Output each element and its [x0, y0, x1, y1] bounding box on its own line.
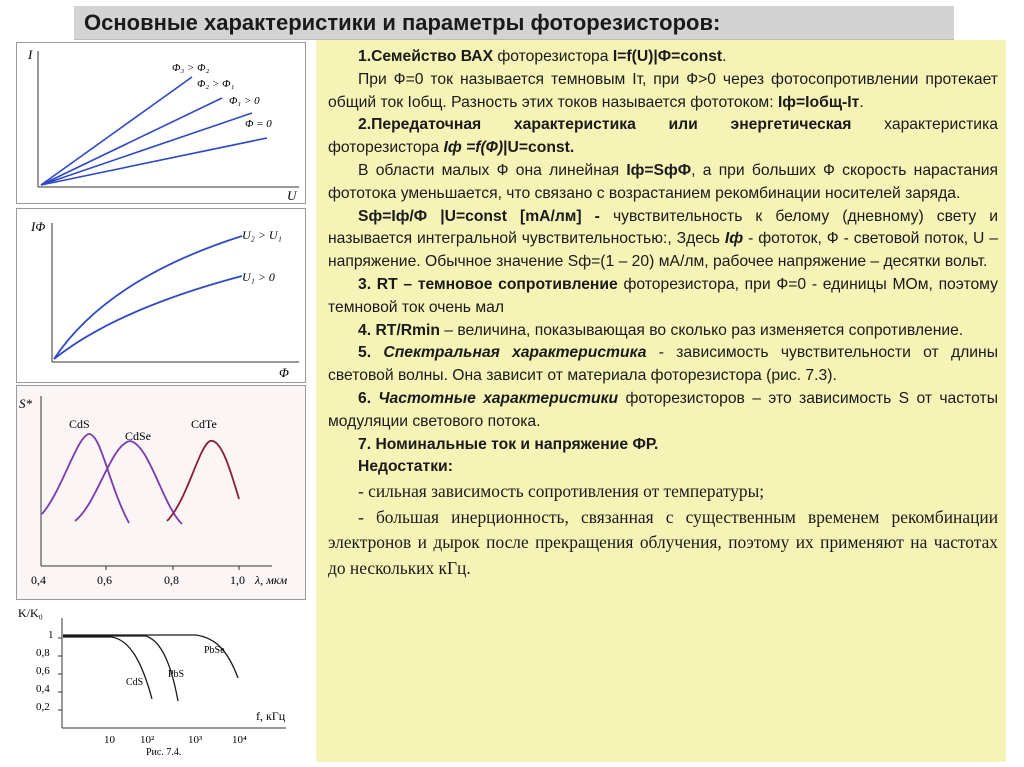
- section-2: [328, 114, 998, 160]
- fig4-x-label: f, кГц: [256, 709, 286, 723]
- page-title: Основные характеристики и параметры фоторезисторов:: [84, 10, 721, 35]
- s1-para-text: При Ф=0 ток называется темновым Iт, при Ф>0 через фотосопротивлении протекает общий ток Iобщ. Разность этих токов называется фототоком:: [328, 70, 998, 111]
- sens-text-a: чувствительность к белому (дневному) свету и называется интегральной чувствительностью:: [328, 207, 998, 248]
- figure-transfer: [16, 208, 306, 383]
- fig4-xtick-10: 10: [104, 734, 115, 746]
- fig3-tick-04: 0,4: [31, 573, 46, 587]
- title-bar: [74, 6, 954, 40]
- fig4-xtick-10000: 10⁴: [232, 734, 247, 746]
- fig4-ytick-04: 0,4: [36, 683, 50, 695]
- s1-heading: 1.Семейство ВАХ: [358, 48, 494, 65]
- section-6: [328, 388, 998, 434]
- fig3-y-label: S*: [19, 396, 32, 411]
- fig3-tick-06: 0,6: [97, 573, 112, 587]
- s3-text: фоторезистора, при Ф=0 - единицы МОм, поэтому темновой ток очень мал: [328, 275, 998, 316]
- disadvantage-2: - большая инерционность, связанная с существенным временем рекомбинации электронов и дырок после прекращения облучения, поэтому их применяют на частотах до нескольких кГц.: [328, 506, 998, 578]
- s6-heading: Частотные характеристики: [378, 389, 619, 407]
- s6-num: 6.: [358, 389, 379, 407]
- figure-frequency: [16, 603, 306, 761]
- fig3-curve-cdse-left: [75, 441, 182, 524]
- fig3-label-cds: CdS: [69, 417, 90, 431]
- s2-linear-formula: Iф=SфФ: [626, 161, 692, 179]
- section-2-para: [328, 160, 998, 206]
- fig3-tick-08: 0,8: [164, 573, 179, 587]
- fig2-y-label: IΦ: [31, 219, 46, 234]
- text-panel: [316, 40, 1006, 762]
- fig2-curve-u2: [54, 236, 242, 359]
- fig4-xtick-1000: 10³: [188, 734, 203, 746]
- s1-para-end: .: [859, 93, 864, 111]
- s5-num: 5.: [358, 344, 384, 362]
- s2-formula: Iф =f(Ф): [443, 139, 504, 157]
- section-1-para: [328, 69, 998, 115]
- s1-photocurrent-formula: Iф=Iобщ-Iт: [777, 93, 860, 111]
- fig4-curve-pbse: [63, 635, 238, 678]
- sens-formula: Sф=Iф/Ф |U=const [mA/лм] -: [358, 207, 600, 225]
- s1-end: .: [722, 48, 727, 65]
- fig4-ytick-06: 0,6: [36, 665, 50, 677]
- s4-text: – величина, показывающая во сколько раз изменяется сопротивление.: [439, 321, 964, 339]
- s1-mid: фоторезистора: [493, 48, 613, 65]
- fig4-label-cds: CdS: [126, 677, 144, 688]
- section-4: [328, 320, 998, 343]
- s2-end: |U=const.: [503, 139, 575, 157]
- section-7: 7. Номинальные ток и напряжение ФР.: [358, 435, 659, 453]
- s5-text: - зависимость чувствительности от длины световой волны. Она зависит от материала фоторезистора (рис. 7.3).: [328, 344, 998, 385]
- disadvantages-heading: Недостатки:: [358, 458, 453, 476]
- section-5: [328, 342, 998, 388]
- fig4-xtick-100: 10²: [140, 734, 155, 746]
- fig3-curve-cdte: [167, 441, 239, 521]
- fig2-label-u2: U₂ > U₁: [242, 228, 282, 242]
- fig1-y-label: I: [28, 47, 33, 62]
- s1-formula: I=f(U)|Ф=const: [612, 48, 723, 65]
- section-1: [328, 46, 998, 69]
- sens-text-b: , Здесь: [667, 230, 725, 248]
- s4-heading: 4. RT/Rmin: [358, 321, 440, 339]
- fig1-label-phi0: Φ = 0: [245, 118, 272, 130]
- fig3-tick-10: 1,0: [230, 573, 245, 587]
- section-3: [328, 274, 998, 320]
- disadvantage-1: - сильная зависимость сопротивления от температуры;: [358, 481, 765, 502]
- sens-text-c: - фототок, Ф - световой поток, U –напряжение. Обычное значение Sф=(1 – 20) мА/лм, рабочее напряжение – десятки вольт.: [328, 230, 998, 271]
- sens-if: Iф: [724, 230, 744, 248]
- figure-spectral: [16, 385, 306, 600]
- fig4-ytick-1: 1: [48, 629, 54, 641]
- text-body: [328, 46, 998, 581]
- s2-heading: 2.Передаточная характеристика или энергетическая: [358, 116, 852, 134]
- fig1-x-label: U: [287, 188, 297, 203]
- section-sensitivity: [328, 206, 998, 274]
- fig4-ytick-08: 0,8: [36, 647, 50, 659]
- fig1-label-phi3: Φ₃ > Φ₂: [172, 62, 210, 74]
- fig4-curve-pbs: [63, 636, 178, 701]
- fig1-curve-phi1: [41, 113, 252, 185]
- fig3-label-cdse: CdSe: [125, 429, 152, 443]
- s2-mid: характеристика фоторезистора: [328, 116, 998, 157]
- s2-para-b: , а при больших Ф скорость нарастания фототока уменьшается, что связано с возрастанием рекомбинации носителей заряда.: [328, 161, 999, 202]
- fig2-x-label: Φ: [279, 365, 289, 380]
- figure-iv-family: [16, 42, 306, 204]
- fig1-curve-phi2: [41, 98, 222, 185]
- fig4-y-label: K/K₀: [18, 606, 43, 620]
- fig3-x-label: λ, мкм: [255, 573, 288, 587]
- s5-heading: Спектральная характеристика: [383, 344, 647, 362]
- fig2-label-u1: U₁ > 0: [242, 270, 275, 284]
- fig4-caption: Рис. 7.4.: [146, 747, 182, 758]
- fig4-label-pbs: PbS: [168, 669, 185, 680]
- fig1-label-phi2: Φ₂ > Φ₁: [197, 78, 235, 90]
- fig4-ytick-02: 0,2: [36, 701, 50, 713]
- s6-text: фоторезисторов – это зависимость S от частоты модуляции светового потока.: [328, 389, 998, 430]
- fig4-curve-cds: [63, 637, 152, 699]
- s2-para-a: В области малых Ф она линейная: [358, 161, 627, 179]
- fig1-label-phi1: Φ₁ > 0: [229, 95, 260, 107]
- fig4-label-pbse: PbSe: [204, 645, 225, 656]
- fig3-label-cdte: CdTe: [191, 417, 217, 431]
- s3-heading: 3. RT – темновое сопротивление: [358, 275, 618, 293]
- fig2-curve-u1: [54, 276, 242, 359]
